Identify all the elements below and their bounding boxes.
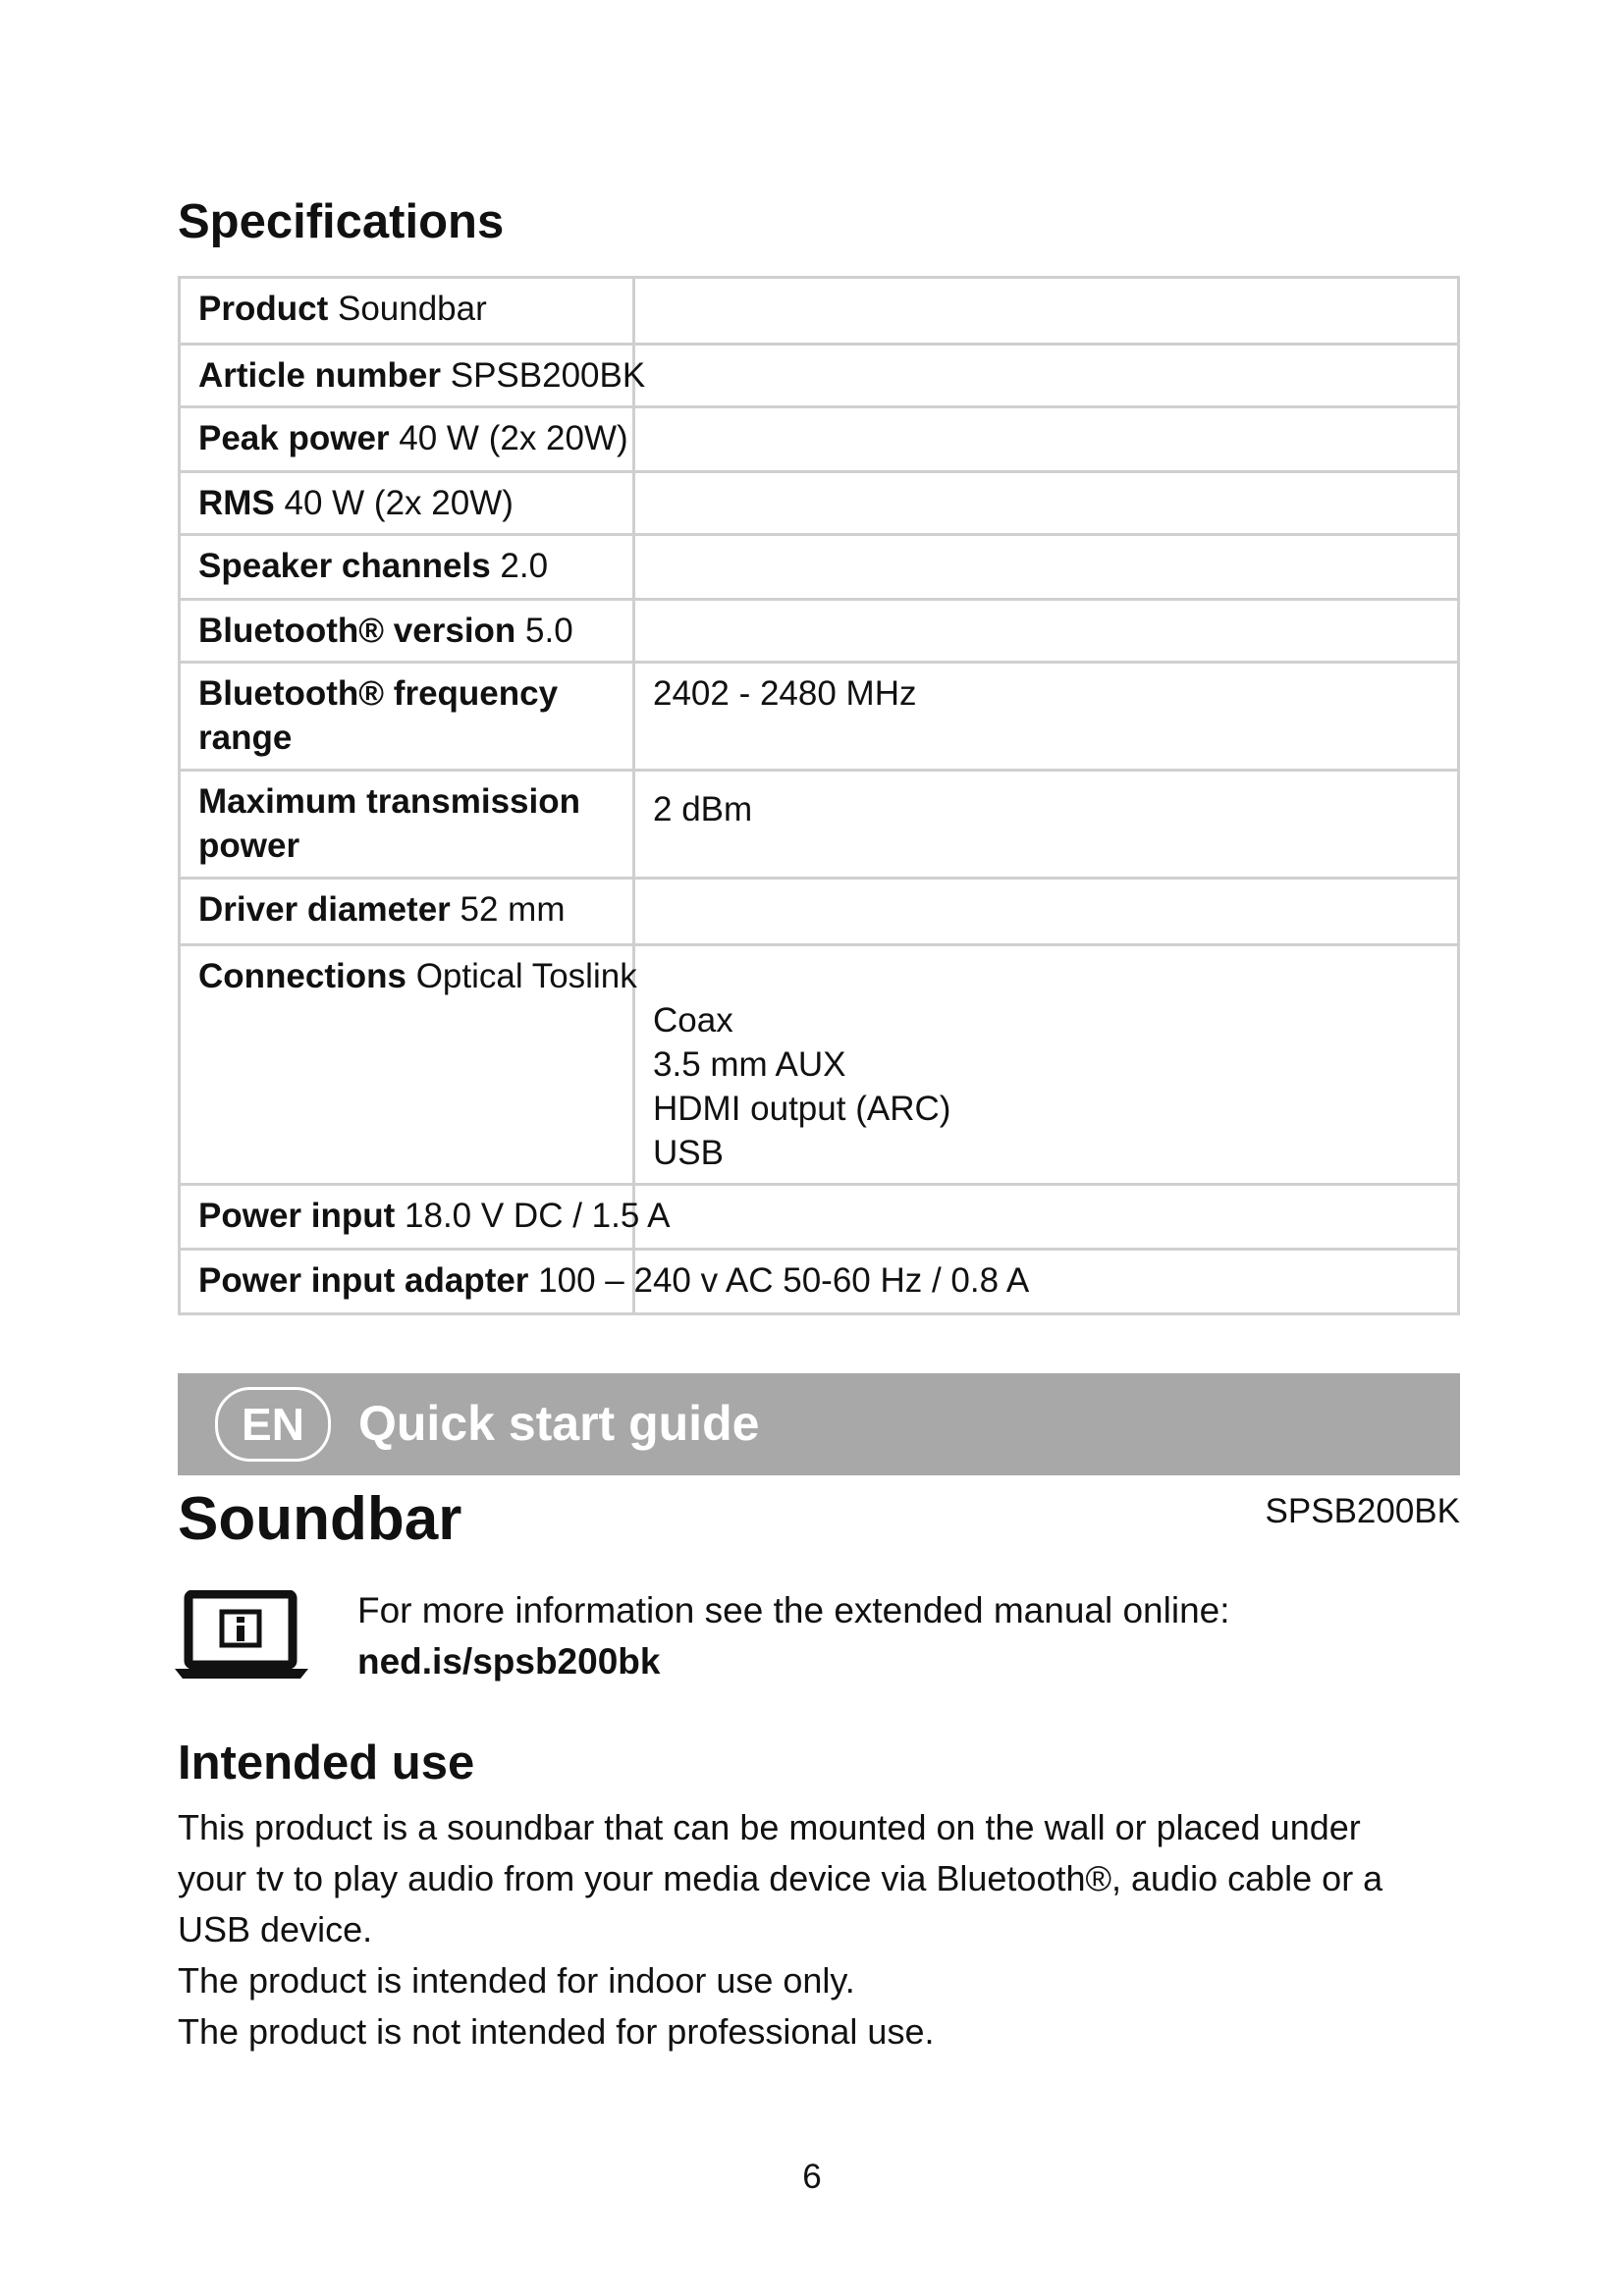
spec-label: Bluetooth® frequency range [198, 674, 559, 757]
connection-item: Coax [653, 1001, 733, 1040]
spec-label: Driver diameter [198, 890, 451, 929]
spec-value: 40 W (2x 20W) [284, 484, 514, 522]
spec-row-power-input [180, 1185, 1459, 1250]
page-number: 6 [802, 2158, 822, 2196]
spec-row-speaker-channels [180, 535, 1459, 600]
spec-row-connections [180, 945, 1459, 1185]
intended-use-line: USB device. [178, 1909, 373, 1949]
spec-value: Soundbar [337, 290, 487, 328]
spec-label: Connections [198, 957, 406, 995]
connection-item: USB [653, 1134, 724, 1172]
laptop-info-icon [175, 1590, 308, 1681]
connection-item: HDMI output (ARC) [653, 1090, 951, 1128]
info-text: For more information see the extended manual online: [357, 1590, 1230, 1630]
spec-value: 52 mm [460, 890, 566, 929]
spec-row-driver-diameter [180, 879, 1459, 945]
spec-row-rms [180, 472, 1459, 535]
specifications-table [178, 276, 1460, 1315]
quick-start-banner [178, 1373, 1460, 1475]
spec-value: 18.0 V DC / 1.5 A [405, 1197, 671, 1235]
spec-value: 100 – 240 v AC 50-60 Hz / 0.8 A [538, 1261, 1030, 1300]
spec-label: RMS [198, 484, 275, 522]
banner-title: Quick start guide [358, 1396, 760, 1451]
spec-row-article-number [180, 345, 1459, 407]
spec-value: 2.0 [500, 547, 549, 585]
spec-value: 5.0 [525, 612, 573, 650]
spec-row-peak-power [180, 407, 1459, 472]
spec-row-max-transmission [180, 771, 1459, 879]
spec-row-product [180, 278, 1459, 345]
spec-value: SPSB200BK [450, 356, 646, 395]
product-title: Soundbar [178, 1485, 462, 1553]
specifications-heading: Specifications [178, 195, 505, 248]
spec-label: Product [198, 290, 329, 328]
spec-label: Bluetooth® version [198, 612, 516, 650]
intended-use-line: The product is not intended for professional use. [178, 2011, 935, 2052]
intended-use-line: This product is a soundbar that can be mounted on the wall or placed under [178, 1807, 1361, 1847]
product-code: SPSB200BK [1265, 1492, 1460, 1530]
spec-label: Article number [198, 356, 441, 395]
intended-use-heading: Intended use [178, 1736, 475, 1789]
manual-link[interactable]: ned.is/spsb200bk [357, 1641, 661, 1682]
spec-value: 40 W (2x 20W) [399, 419, 628, 457]
spec-label: Maximum transmission power [198, 782, 580, 865]
spec-label: Peak power [198, 419, 390, 457]
connection-item: 3.5 mm AUX [653, 1045, 846, 1084]
spec-value: Optical Toslink [415, 957, 637, 995]
spec-label: Power input adapter [198, 1261, 529, 1300]
intended-use-line: The product is intended for indoor use only. [178, 1960, 855, 2001]
spec-row-power-input-adapter [180, 1250, 1459, 1314]
intended-use-line: your tv to play audio from your media device via Bluetooth®, audio cable or a [178, 1858, 1383, 1898]
spec-value: 2 dBm [653, 790, 753, 828]
spec-label: Speaker channels [198, 547, 491, 585]
spec-row-bluetooth-frequency [180, 663, 1459, 771]
spec-row-bluetooth-version [180, 600, 1459, 663]
language-badge: EN [215, 1387, 331, 1462]
spec-label: Power input [198, 1197, 396, 1235]
spec-value: 2402 - 2480 MHz [653, 674, 917, 713]
